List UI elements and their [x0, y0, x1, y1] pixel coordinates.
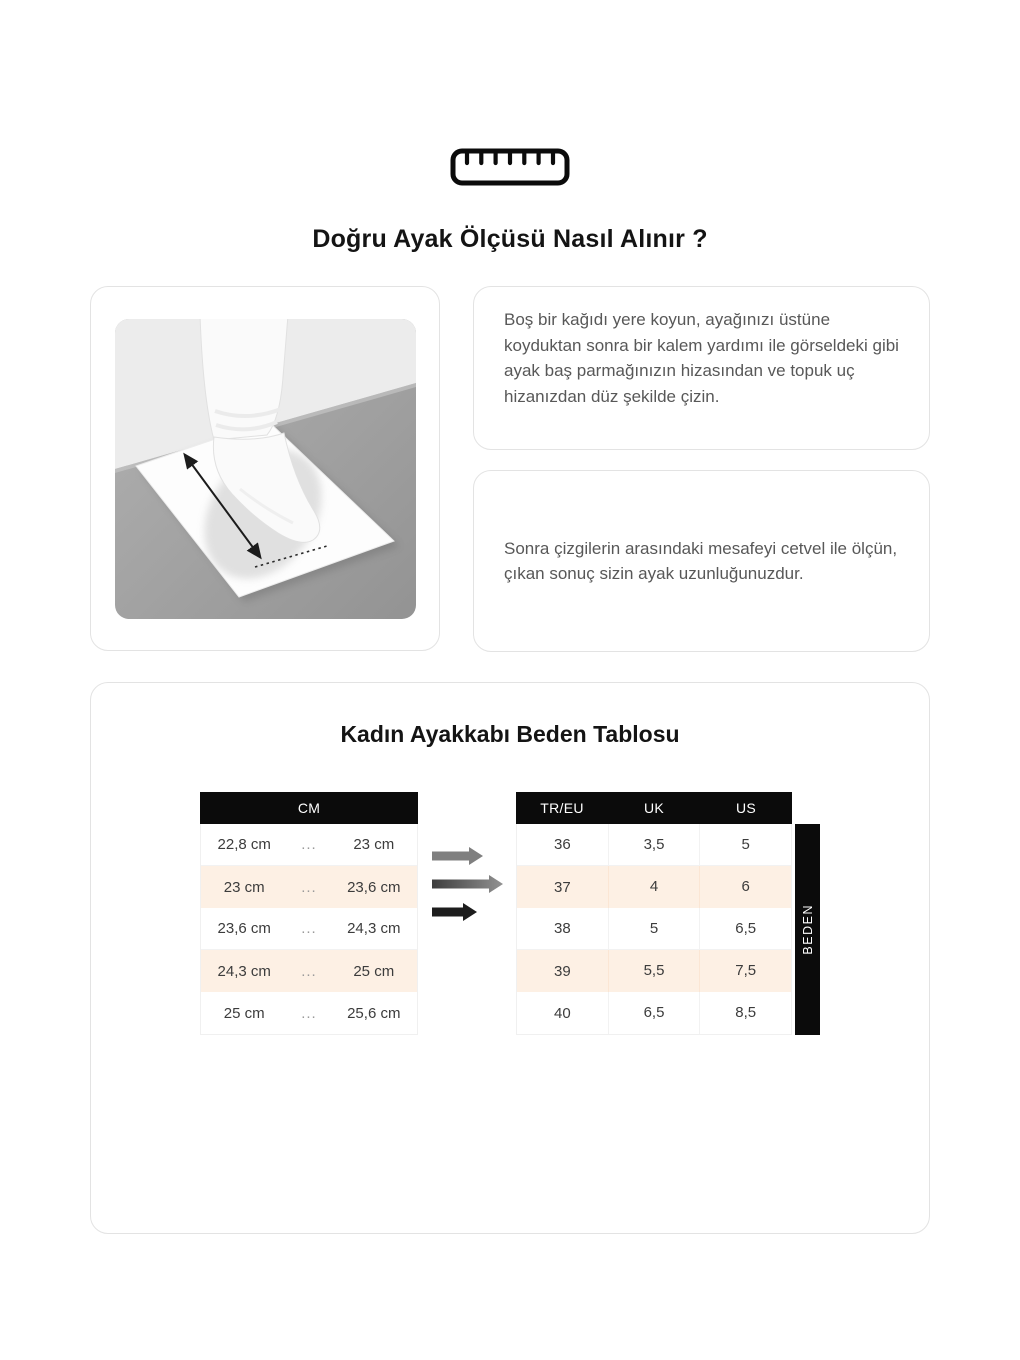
- col-header-tr-eu: TR/EU: [540, 800, 584, 816]
- size-tr-eu: 40: [553, 1004, 571, 1022]
- cm-table-body: [200, 824, 418, 1035]
- size-tr-eu: 37: [553, 878, 571, 896]
- table-row: [201, 950, 417, 992]
- table-row: [201, 992, 417, 1034]
- size-uk: 4: [608, 866, 700, 908]
- size-uk: 5: [608, 908, 700, 949]
- size-table-header-row: [516, 792, 792, 824]
- cm-to: 25,6 cm: [347, 1004, 401, 1022]
- size-tables: [91, 792, 929, 1035]
- size-uk: 5,5: [608, 950, 700, 992]
- cm-from: 22,8 cm: [217, 836, 271, 853]
- cm-dots: ...: [301, 836, 317, 853]
- guide-header: [90, 148, 930, 254]
- cm-to: 23 cm: [353, 836, 395, 853]
- transfer-arrows-icon: [418, 844, 516, 924]
- beden-label-text: BEDEN: [800, 904, 815, 955]
- cm-from: 23 cm: [223, 878, 265, 896]
- cm-dots: ...: [301, 920, 317, 937]
- size-uk: 6,5: [608, 992, 700, 1034]
- foot-measurement-photo: [115, 319, 416, 619]
- cm-table: [200, 792, 418, 1035]
- howto-text-column: [473, 286, 930, 652]
- table-row: [517, 908, 791, 950]
- size-us: 6,5: [699, 908, 791, 949]
- table-row: [517, 866, 791, 908]
- size-tr-eu: 38: [553, 920, 571, 937]
- size-uk: 3,5: [608, 824, 700, 865]
- col-header-us: US: [735, 800, 757, 816]
- cm-from: 24,3 cm: [217, 962, 271, 980]
- cm-dots: ...: [301, 962, 317, 980]
- cm-dots: ...: [301, 1004, 317, 1022]
- instruction-step-2-card: [473, 470, 930, 652]
- size-us: 8,5: [699, 992, 791, 1034]
- measurement-photo-card: [90, 286, 440, 651]
- size-us: 6: [699, 866, 791, 908]
- cm-from: 25 cm: [223, 1004, 265, 1022]
- table-row: [201, 908, 417, 950]
- cm-dots: ...: [301, 878, 317, 896]
- cm-to: 24,3 cm: [347, 920, 401, 937]
- cm-from: 23,6 cm: [217, 920, 271, 937]
- cm-table-header: CM: [200, 792, 418, 824]
- instruction-step-1-card: [473, 286, 930, 450]
- size-tr-eu: 39: [553, 962, 571, 980]
- size-us: 5: [699, 824, 791, 865]
- instruction-step-1-text: Boş bir kağıdı yere koyun, ayağınızı üstüne koyduktan sonra bir kalem yardımı ile görseldeki gibi ayak baş parmağınızın hizasından ve topuk uç hizanızdan düz şekilde çizin.: [504, 310, 899, 406]
- instruction-step-2-text: Sonra çizgilerin arasındaki mesafeyi cetvel ile ölçün, çıkan sonuç sizin ayak uzunluğunuzdur.: [504, 538, 898, 583]
- cm-to: 25 cm: [353, 962, 395, 980]
- size-conversion-table: [516, 792, 792, 1035]
- beden-vertical-label: [795, 824, 820, 1035]
- page-title: Doğru Ayak Ölçüsü Nasıl Alınır ?: [312, 225, 708, 253]
- table-row: [201, 824, 417, 866]
- size-us: 7,5: [699, 950, 791, 992]
- table-row: [517, 950, 791, 992]
- size-table-card: [90, 682, 930, 1234]
- col-header-uk: UK: [643, 800, 665, 816]
- size-guide-page: [90, 0, 930, 1234]
- size-table-title: Kadın Ayakkabı Beden Tablosu: [340, 721, 680, 747]
- howto-section: [90, 286, 930, 652]
- size-table-body: [516, 824, 792, 1035]
- cm-to: 23,6 cm: [347, 878, 401, 896]
- table-row: [517, 992, 791, 1034]
- ruler-icon: [450, 148, 570, 191]
- table-row: [517, 824, 791, 866]
- size-tr-eu: 36: [553, 836, 571, 853]
- table-row: [201, 866, 417, 908]
